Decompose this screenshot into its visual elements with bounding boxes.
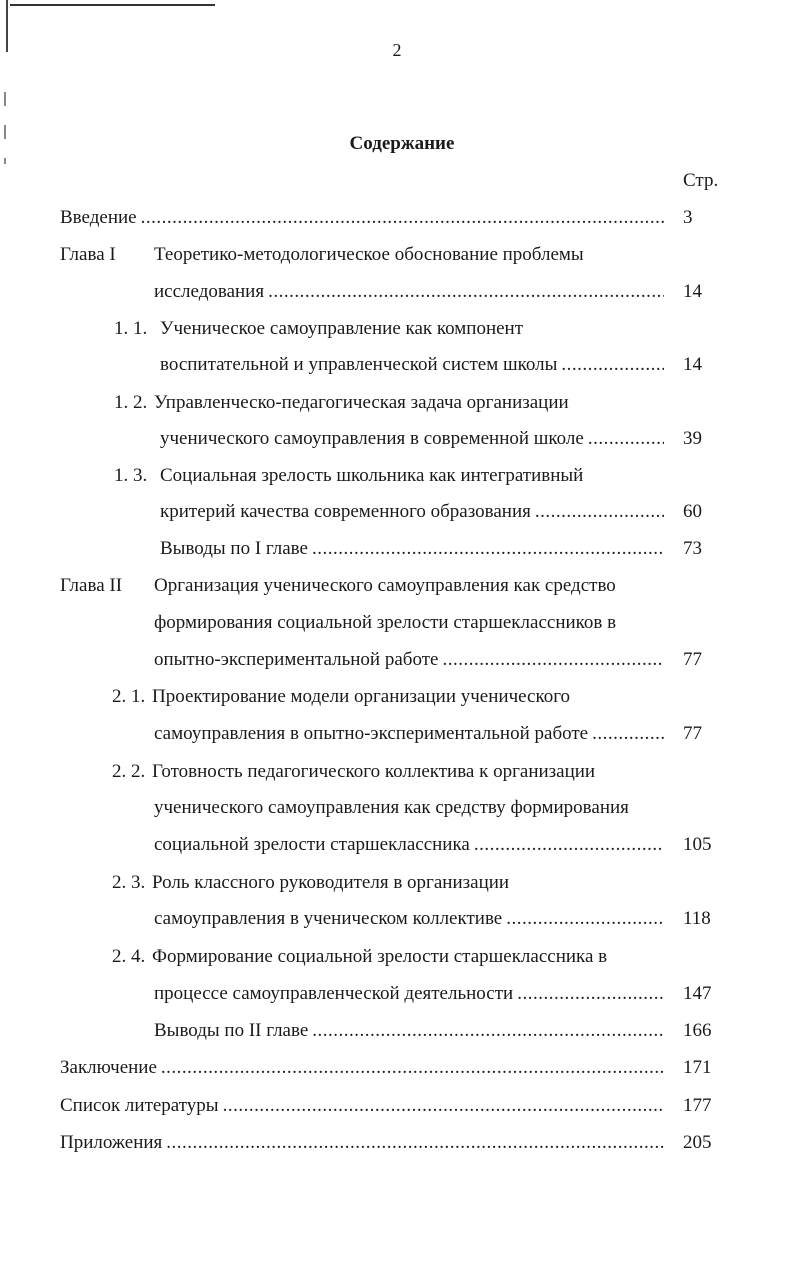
- scan-artifact-top: [10, 4, 215, 6]
- leader-dots: [502, 907, 664, 931]
- section-title-line[interactable]: Управленческо-педагогическая задача организации: [154, 392, 569, 413]
- toc-page-number: 77: [683, 649, 702, 670]
- page-number: 2: [392, 40, 402, 60]
- section-title-last-line[interactable]: [154, 907, 664, 931]
- scan-speck: [4, 158, 6, 164]
- leader-dots: [157, 1056, 664, 1080]
- toc-entry-conclusion[interactable]: [60, 1056, 664, 1080]
- chapter-title-last-line[interactable]: [154, 280, 664, 304]
- section-title-line[interactable]: ученического самоуправления как средству формирования: [154, 797, 629, 818]
- section-number: 1. 1.: [114, 318, 148, 339]
- toc-page-number: 77: [683, 723, 702, 744]
- toc-page-number: 147: [683, 983, 712, 1004]
- chapter-label: Глава II: [60, 575, 123, 596]
- toc-entry-appendices[interactable]: [60, 1131, 664, 1155]
- leader-dots: [531, 500, 664, 524]
- chapter-title-line[interactable]: формирования социальной зрелости старшеклассников в: [154, 612, 617, 633]
- section-title-line[interactable]: Социальная зрелость школьника как интегративный: [160, 465, 584, 486]
- section-number: 1. 2.: [114, 392, 148, 413]
- section-title-line[interactable]: Формирование социальной зрелости старшеклассника в: [152, 946, 608, 967]
- toc-entry-text: воспитательной и управленческой систем школы: [160, 354, 558, 375]
- leader-dots: [219, 1094, 664, 1118]
- toc-page-number: 14: [683, 354, 702, 375]
- toc-entry-label: Заключение: [60, 1057, 157, 1078]
- leader-dots: [557, 353, 664, 377]
- leader-dots: [162, 1131, 664, 1155]
- chapter-title-last-line[interactable]: [154, 648, 664, 672]
- toc-page-number: 39: [683, 428, 702, 449]
- toc-page-number: 118: [683, 908, 711, 929]
- toc-entry-text: самоуправления в опытно-экспериментальной работе: [154, 723, 589, 744]
- toc-page-number: 3: [683, 207, 693, 228]
- scan-speck: [4, 92, 6, 106]
- section-number: 2. 3.: [112, 872, 146, 893]
- section-number: 2. 2.: [112, 761, 146, 782]
- toc-entry-introduction[interactable]: [60, 206, 664, 230]
- toc-entry-text: исследования: [154, 281, 265, 302]
- leader-dots: [470, 833, 664, 857]
- leader-dots: [584, 427, 664, 451]
- section-title-last-line[interactable]: [160, 500, 664, 524]
- section-title-last-line[interactable]: [160, 353, 664, 377]
- chapter-title-line[interactable]: Организация ученического самоуправления как средство: [154, 575, 616, 596]
- section-title-last-line[interactable]: [154, 833, 664, 857]
- chapter-label: Глава I: [60, 244, 116, 265]
- toc-entry-text: опытно-экспериментальной работе: [154, 649, 439, 670]
- leader-dots: [513, 982, 664, 1006]
- section-title-last-line[interactable]: [154, 722, 664, 746]
- toc-entry-conclusion-ch2[interactable]: [154, 1019, 664, 1043]
- leader-dots: [308, 1019, 664, 1043]
- toc-entry-text: социальной зрелости старшеклассника: [154, 834, 470, 855]
- toc-entry-conclusion-ch1[interactable]: [160, 537, 664, 561]
- toc-entry-text: Выводы по I главе: [160, 538, 308, 559]
- toc-page-number: 171: [683, 1057, 712, 1078]
- leader-dots: [438, 648, 664, 672]
- toc-entry-text: Выводы по II главе: [154, 1020, 309, 1041]
- page-column-header: Стр.: [683, 170, 719, 191]
- leader-dots: [588, 722, 664, 746]
- toc-entry-label: Введение: [60, 207, 137, 228]
- section-title-last-line[interactable]: [160, 427, 664, 451]
- toc-entry-text: процессе самоуправленческой деятельности: [154, 983, 514, 1004]
- section-number: 2. 1.: [112, 686, 146, 707]
- toc-entry-text: самоуправления в ученическом коллективе: [154, 908, 503, 929]
- section-title-line[interactable]: Готовность педагогического коллектива к организации: [152, 761, 596, 782]
- toc-page-number: 14: [683, 281, 702, 302]
- leader-dots: [264, 280, 664, 304]
- section-title-last-line[interactable]: [154, 982, 664, 1006]
- toc-entry-text: критерий качества современного образования: [160, 501, 531, 522]
- page-title: Содержание: [349, 133, 455, 154]
- toc-page-number: 177: [683, 1095, 712, 1116]
- toc-entry-bibliography[interactable]: [60, 1094, 664, 1118]
- leader-dots: [137, 206, 664, 230]
- section-title-line[interactable]: Роль классного руководителя в организации: [152, 872, 510, 893]
- chapter-title-line[interactable]: Теоретико-методологическое обоснование проблемы: [154, 244, 584, 265]
- toc-page-number: 60: [683, 501, 702, 522]
- section-number: 1. 3.: [114, 465, 148, 486]
- toc-page-number: 205: [683, 1132, 712, 1153]
- toc-page-number: 73: [683, 538, 702, 559]
- toc-entry-label: Приложения: [60, 1132, 163, 1153]
- toc-page-number: 166: [683, 1020, 712, 1041]
- section-title-line[interactable]: Проектирование модели организации ученического: [152, 686, 571, 707]
- toc-entry-label: Список литературы: [60, 1095, 219, 1116]
- section-number: 2. 4.: [112, 946, 146, 967]
- toc-page-number: 105: [683, 834, 712, 855]
- toc-entry-text: ученического самоуправления в современной школе: [160, 428, 584, 449]
- leader-dots: [308, 537, 664, 561]
- section-title-line[interactable]: Ученическое самоуправление как компонент: [160, 318, 524, 339]
